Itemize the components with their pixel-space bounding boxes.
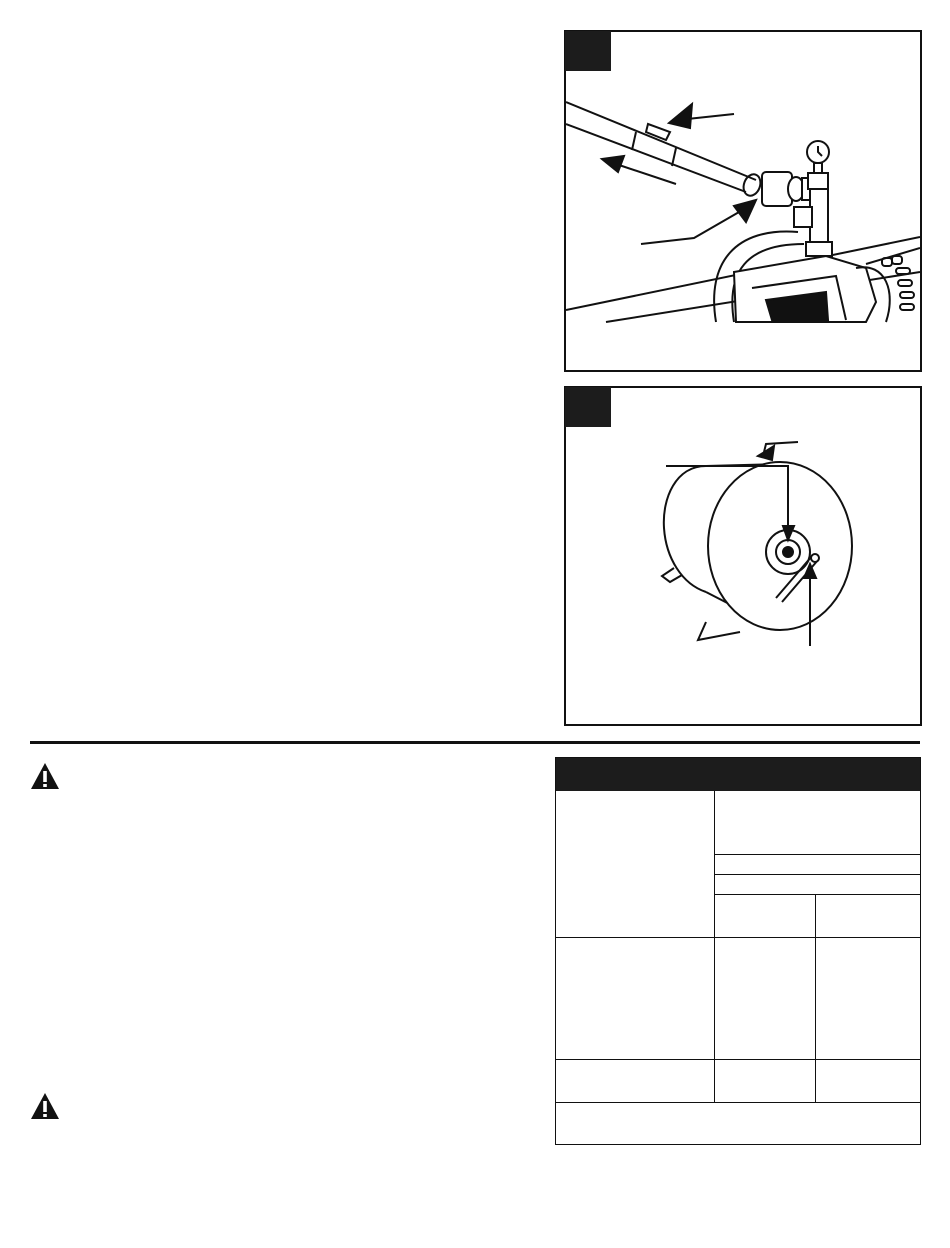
pressure-tank-icon — [664, 462, 852, 630]
spec-table-header — [556, 758, 920, 791]
warning-triangle-icon — [30, 1092, 60, 1120]
figure-2-panel — [564, 386, 922, 726]
warning-triangle-icon — [30, 762, 60, 790]
table-row — [714, 854, 920, 855]
section-divider — [30, 741, 920, 744]
table-row — [714, 894, 920, 895]
table-row — [556, 1059, 920, 1060]
pressure-gauge-icon — [807, 141, 829, 189]
table-row — [714, 874, 920, 875]
figure-2-illustration — [566, 388, 920, 724]
figure-1-illustration — [566, 32, 920, 370]
spec-table — [555, 757, 921, 1145]
table-row — [556, 937, 920, 938]
table-divider — [815, 895, 816, 1103]
tank-foot-2 — [698, 622, 740, 640]
figure-1-panel — [564, 30, 922, 372]
table-divider — [714, 791, 715, 1103]
pump-icon — [734, 248, 920, 322]
table-row — [556, 1102, 920, 1103]
